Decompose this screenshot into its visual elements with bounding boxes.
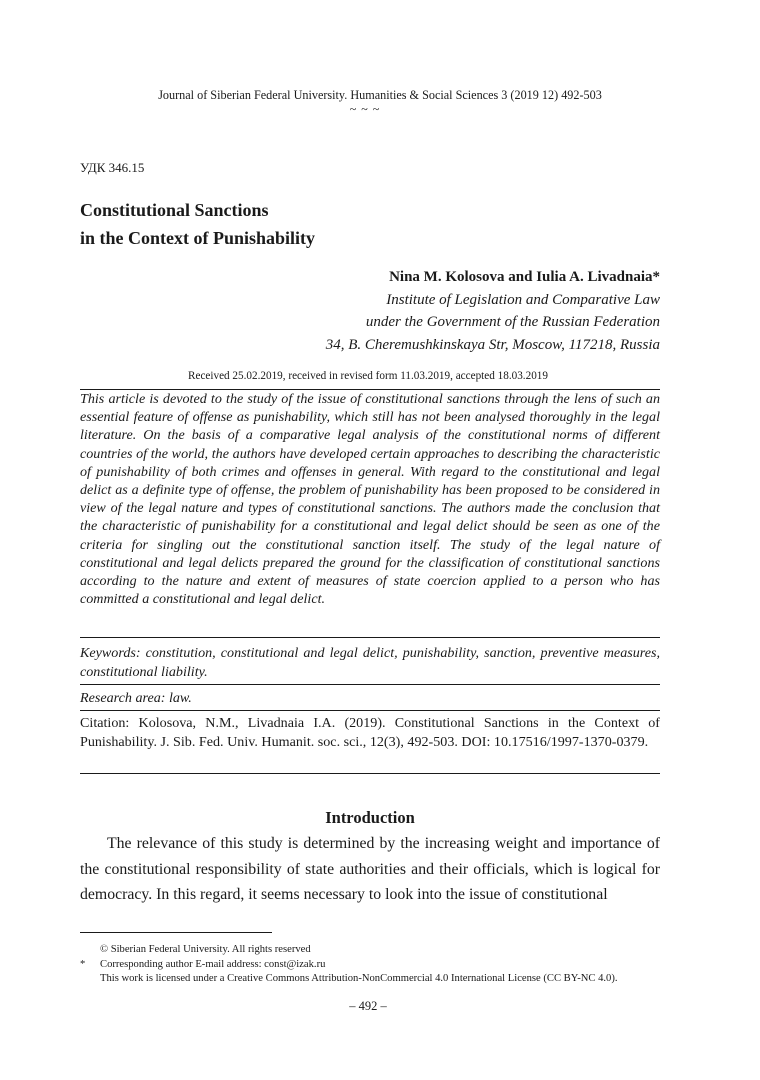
affiliation-address: 34, B. Cheremushkinskaya Str, Moscow, 117218, Russia [325,336,660,353]
footnote-license [80,972,680,987]
research-rule [80,710,660,711]
affiliation-line: Institute of Legislation and Comparative Law [386,291,660,308]
header-ornament: ~ ~ ~ [349,102,381,116]
udk-code: УДК 346.15 [80,160,145,175]
footnote-copyright [80,943,680,958]
footnote-asterisk: * [80,958,86,970]
title-line-1: Constitutional Sanctions [80,200,269,220]
abstract-bottom-rule [80,637,660,638]
footnotes [80,943,680,987]
abstract-text: This article is devoted to the study of the issue of constitutional sanctions through the lens of such an essential feature of offense as punishability, which still has not been analysed thoroughly in the legal literature. On the basis of a comparative legal analysis of the constitutional norms of different countries of the world, the authors have developed certain approaches to describing the characteristic of punishability of both crimes and offenses in general. With regard to the constitutional and legal delict as a definite type of offense, the problem of punishability has been proposed to be considered in view of the legal nature and types of constitutional sanctions. The authors made the conclusion that the characteristic of punishability for a constitutional and legal delict should be seen as one of the criteria for singling out the constitutional sanction itself. The study of the legal nature of constitutional and legal delicts prepared the ground for the classification of constitutional sanctions according to the nature and extent of measures of state coercion applied to a person who has committed a constitutional and legal delict. [80,391,660,608]
copyright-text: © Siberian Federal University. All rights reserved [100,944,311,955]
citation-text: Citation: Kolosova, N.M., Livadnaia I.A. (2019). Constitutional Sanctions in the Context of Punishability. J. Sib. Fed. Univ. Humanit. soc. sci., 12(3), 492-503. DOI: 10.17516/1997-1370-0379. [80,715,660,750]
received-dates: Received 25.02.2019, received in revised form 11.03.2019, accepted 18.03.2019 [188,370,548,382]
footnote-rule [80,932,272,933]
license-text: This work is licensed under a Creative Commons Attribution-NonCommercial 4.0 International License (CC BY-NC 4.0). [100,973,618,985]
footnote-corresponding [80,958,680,973]
page-number: – 492 – [349,999,387,1013]
introduction-paragraph: The relevance of this study is determined by the increasing weight and importance of the constitutional responsibility of state authorities and their officials, which is logical for democracy. In this regard, it seems necessary to look into the issue of constitutional [80,835,660,903]
research-area: Research area: law. [80,690,192,706]
title-line-2: in the Context of Punishability [80,228,316,248]
keywords-rule [80,684,660,685]
keywords-text: Keywords: constitution, constitutional and legal delict, punishability, sanction, preventive measures, constitutional liability. [80,645,660,680]
introduction-heading: Introduction [325,808,415,827]
affiliation-line: under the Government of the Russian Federation [365,314,660,330]
journal-header: Journal of Siberian Federal University. Humanities & Social Sciences 3 (2019 12) 492-503 [158,88,602,102]
corresponding-author-text: Corresponding author E-mail address: const@izak.ru [100,958,326,970]
article-title [80,196,315,252]
author-block [326,266,660,356]
author-names: Nina M. Kolosova and Iulia A. Livadnaia* [389,269,660,285]
citation-rule [80,773,660,774]
